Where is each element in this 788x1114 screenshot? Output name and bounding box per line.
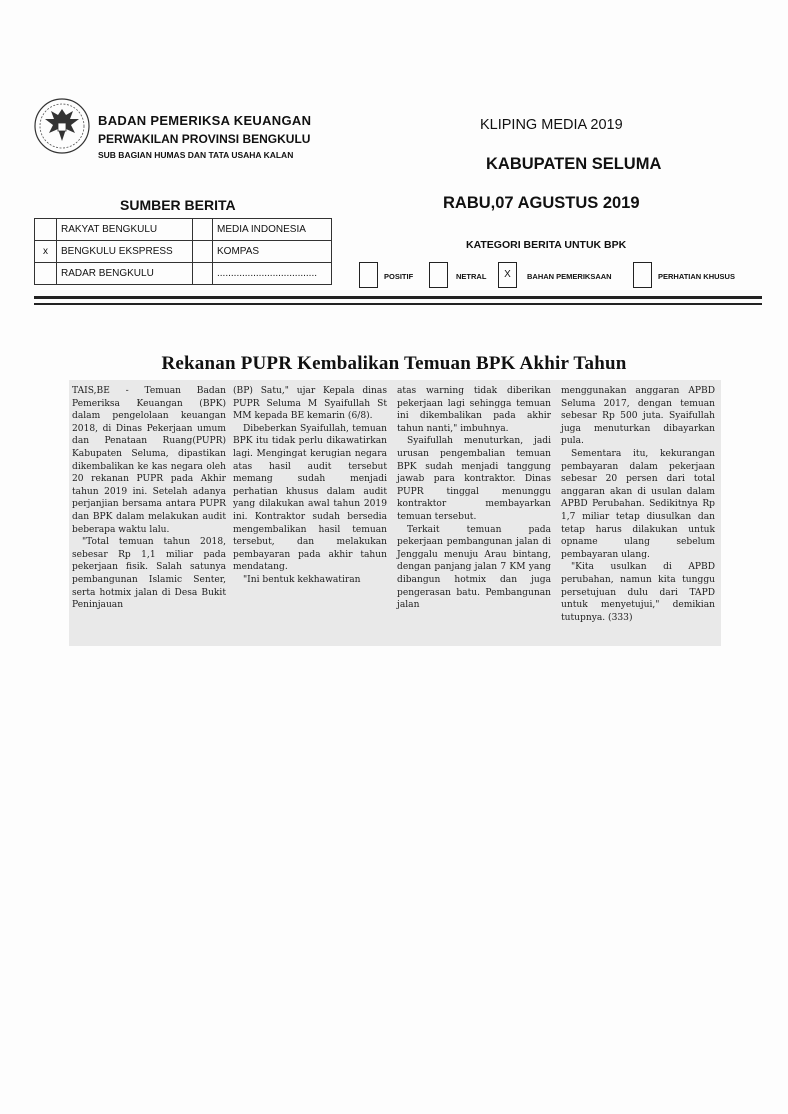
category-label: PERHATIAN KHUSUS [658, 272, 735, 281]
source-checkbox [193, 241, 213, 263]
source-name: MEDIA INDONESIA [213, 219, 332, 241]
category-checkbox-bahan-pemeriksaan [498, 262, 517, 288]
category-checkbox-positif [359, 262, 378, 288]
org-subdivision: SUB BAGIAN HUMAS DAN TATA USAHA KALAN [98, 150, 294, 160]
article-paragraph: menggunakan anggaran APBD Seluma 2017, dengan temuan sebesar Rp 500 juta. Syaifullah juga menuturkan dibayarkan pula. [561, 386, 715, 447]
org-branch: PERWAKILAN PROVINSI BENGKULU [98, 132, 311, 146]
article-column [397, 385, 551, 612]
article-paragraph: Dibeberkan Syaifullah, temuan BPK itu tidak perlu dikawatirkan lagi. Mengingat kerugian negara atas hasil audit tersebut memang sudah menjadi perhatian khusus dalam audit yang dilakukan awal tahun 2019 ini. Kontraktor sudah bersedia mengembalikan hasil temuan tersebut, dan melakukan pembayaran pada akhir tahun mendatang. [233, 423, 387, 573]
source-name: .................................... [213, 263, 332, 285]
sumber-berita-title: SUMBER BERITA [120, 197, 236, 213]
source-row [35, 263, 332, 285]
article-paragraph: TAIS,BE - Temuan Badan Pemeriksa Keuangan (BPK) dalam pengelolaan keuangan 2018, di Dinas Pekerjaan umum dan Penataan Ruang(PUPR) Kabupaten Seluma, dipastikan dikembalikan ke kas negara oleh 20 rekanan PUPR pada Akhir tahun 2019 ini. Setelah adanya perjanjian bersama antara PUPR dan BPK dalam melakukan audit beberapa waktu lalu. [72, 386, 226, 535]
source-checkbox: x [35, 241, 57, 263]
date-title: RABU,07 AGUSTUS 2019 [443, 194, 640, 212]
category-mark: X [504, 269, 511, 280]
source-checkbox [193, 263, 213, 285]
source-table [34, 218, 332, 285]
kategori-title: KATEGORI BERITA UNTUK BPK [466, 239, 627, 251]
article-paragraph: "Ini bentuk kekhawatiran [243, 574, 361, 585]
source-name: KOMPAS [213, 241, 332, 263]
article-paragraph: Syaifullah menuturkan, jadi urusan pengembalian temuan BPK sudah menjadi tanggung jawab para kontraktor. Dinas PUPR tinggal menunggu kontraktor membayarkan temuan tersebut. [397, 436, 551, 522]
source-checkbox [193, 219, 213, 241]
article-paragraph: Terkait temuan pada pekerjaan pembangunan jalan di Jenggalu menuju Arau bintang, dengan panjang jalan 7 KM yang dibangun hotmix dan juga pengerasan batu. Pembangunan jalan [397, 524, 551, 611]
source-row [35, 219, 332, 241]
org-name: BADAN PEMERIKSA KEUANGAN [98, 113, 312, 128]
article-paragraph: atas warning tidak diberikan pekerjaan lagi sehingga temuan ini dikembalikan pada akhir tahun nanti," imbuhnya. [397, 386, 551, 434]
article-paragraph: "Total temuan tahun 2018, sebesar Rp 1,1 miliar pada pekerjaan fisik. Salah satunya pembangunan Islamic Senter, serta hotmix jalan di Desa Bukit Peninjauan [72, 537, 226, 611]
source-row [35, 241, 332, 263]
category-checkbox-perhatian-khusus [633, 262, 652, 288]
article-paragraph: Sementara itu, kekurangan pembayaran dalam pekerjaan sebesar 20 persen dari total anggaran akan di usulan dalam APBD Perubahan. Sedikitnya Rp 1,7 miliar tetap diusulkan dan tetap harus dilakukan untuk opname ulang sebelum pembayaran ulang. [561, 448, 715, 560]
category-label: BAHAN PEMERIKSAAN [527, 272, 612, 281]
source-checkbox [35, 263, 57, 285]
source-checkbox [35, 219, 57, 241]
category-label: POSITIF [384, 272, 414, 281]
kliping-title: KLIPING MEDIA 2019 [480, 117, 623, 133]
article-column [233, 385, 387, 587]
article-column [561, 385, 715, 624]
article-headline: Rekanan PUPR Kembalikan Temuan BPK Akhir Tahun [161, 353, 627, 374]
article-column [72, 385, 226, 612]
header-divider [34, 303, 762, 305]
category-checkbox-netral [429, 262, 448, 288]
category-label: NETRAL [456, 272, 487, 281]
source-name: BENGKULU EKSPRESS [57, 241, 193, 263]
kabupaten-title: KABUPATEN SELUMA [486, 155, 662, 173]
source-name: RADAR BENGKULU [57, 263, 193, 285]
article-paragraph: (BP) Satu," ujar Kepala dinas PUPR Seluma M Syaifullah St MM kepada BE kemarin (6/8). [233, 386, 387, 422]
source-name: RAKYAT BENGKULU [57, 219, 193, 241]
bpk-garuda-logo-icon [33, 97, 91, 155]
article-paragraph: "Kita usulkan di APBD perubahan, namun kita tunggu persetujuan dulu dari TAPD untuk menyetujui," demikian tutupnya. (333) [561, 562, 715, 623]
header-divider [34, 296, 762, 299]
